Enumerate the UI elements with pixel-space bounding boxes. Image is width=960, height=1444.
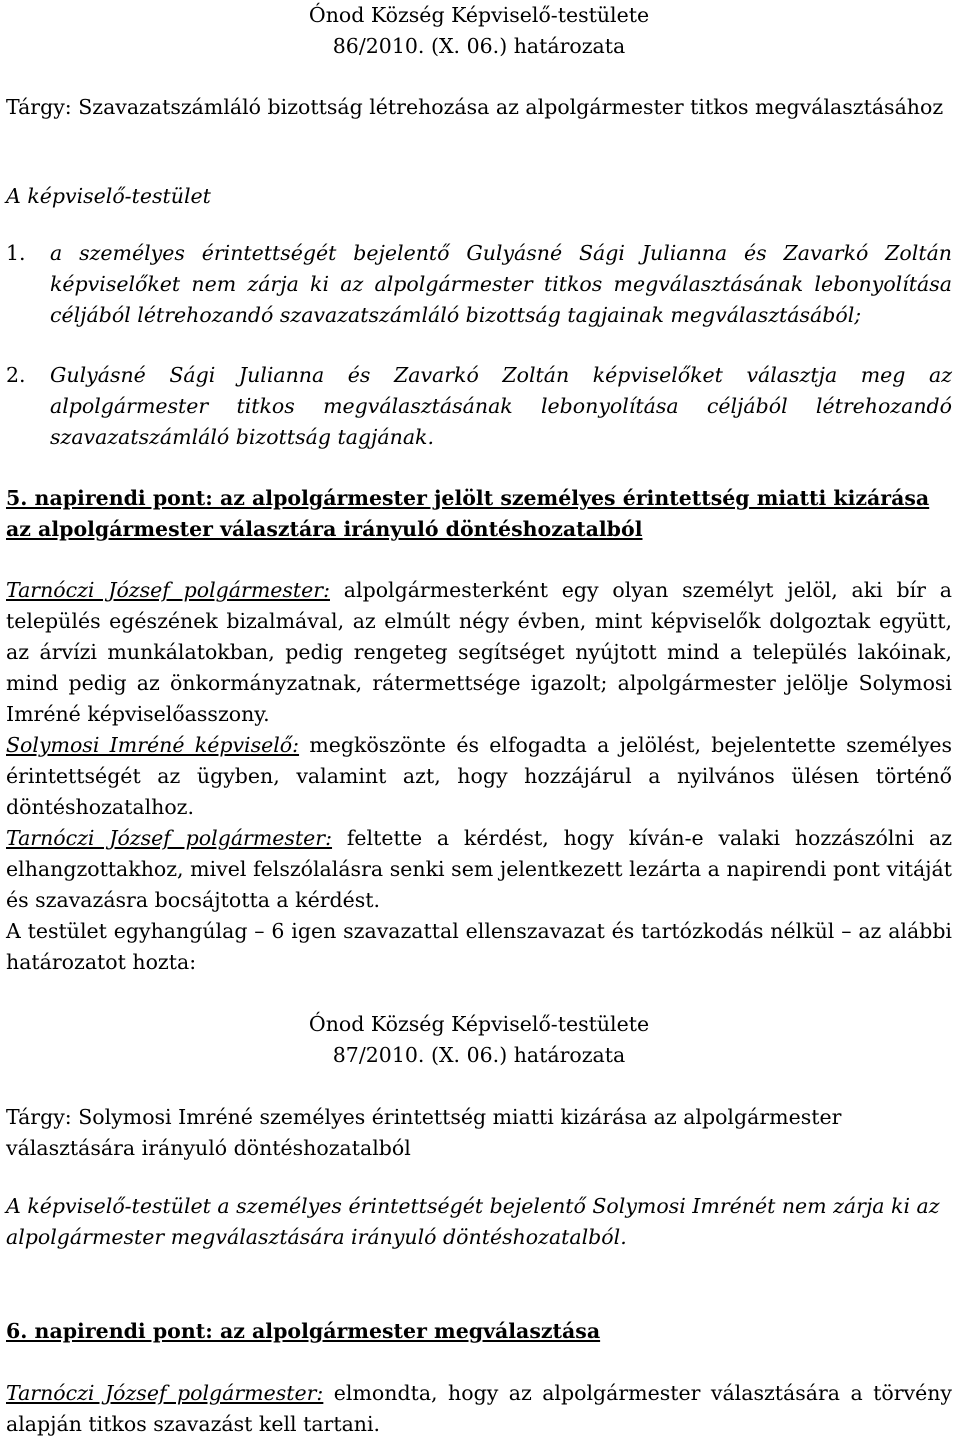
speaker-name: Solymosi Imréné képviselő: — [6, 733, 300, 757]
agenda-5-heading: 5. napirendi pont: az alpolgármester jelölt személyes érintettség miatti kizárása az alpolgármester választára irányuló döntéshozatalból — [6, 486, 930, 541]
resolution-87-header-line2: 87/2010. (X. 06.) határozata — [332, 1043, 626, 1067]
agenda-5-paragraph-4: A testület egyhangúlag – 6 igen szavazattal ellenszavazat és tartózkodás nélkül – az alábbi határozatot hozta: — [6, 919, 952, 974]
agenda-6-paragraph-1 — [6, 1378, 952, 1440]
resolution-87-subject: Tárgy: Solymosi Imréné személyes érintettség miatti kizárása az alpolgármester választására irányuló döntéshozatalból — [6, 1105, 842, 1160]
agenda-5-paragraph-1 — [6, 575, 952, 730]
resolution-86-header-line1: Ónod Község Képviselő-testülete — [308, 3, 650, 27]
paragraph-text: megköszönte és elfogadta a jelölést, bejelentette személyes érintettségét az ügyben, valamint azt, hogy hozzájárul a nyilvános ülésen történő döntéshozatalhoz. — [6, 733, 952, 819]
paragraph-text: elmondta, hogy az alpolgármester választására a törvény alapján titkos szavazást kell tartani. — [6, 1381, 953, 1436]
paragraph-text: feltette a kérdést, hogy kíván-e valaki hozzászólni az elhangzottakhoz, mivel felszólalásra senki sem jelentkezett lezárta a napirendi pont vitáját és szavazásra bocsájtotta a kérdést. — [6, 826, 953, 912]
resolution-86-item-2 — [6, 360, 952, 453]
resolution-87-body: A képviselő-testület a személyes érintettségét bejelentő Solymosi Imrénét nem zárja ki az alpolgármester megválasztására irányuló döntéshozatalból. — [6, 1194, 940, 1249]
agenda-5-paragraph-3 — [6, 823, 952, 916]
resolution-86-item-1 — [6, 238, 952, 331]
item-text: Gulyásné Sági Julianna és Zavarkó Zoltán képviselőket választja meg az alpolgármester titkos megválasztásának lebonyolítása céljából létrehozandó szavazatszámláló bizottság tagjának. — [50, 363, 952, 449]
item-number: 1. — [6, 241, 26, 265]
resolution-87-header-line1: Ónod Község Képviselő-testülete — [308, 1012, 650, 1036]
speaker-name: Tarnóczi József polgármester: — [6, 826, 333, 850]
item-number: 2. — [6, 363, 26, 387]
speaker-name: Tarnóczi József polgármester: — [6, 1381, 324, 1405]
speaker-name: Tarnóczi József polgármester: — [6, 578, 330, 602]
resolution-86-intro: A képviselő-testület — [6, 184, 211, 208]
resolution-86-header-line2: 86/2010. (X. 06.) határozata — [332, 34, 626, 58]
agenda-5-paragraph-2 — [6, 730, 952, 823]
agenda-6-heading: 6. napirendi pont: az alpolgármester megválasztása — [6, 1319, 601, 1343]
resolution-86-subject: Tárgy: Szavazatszámláló bizottság létrehozása az alpolgármester titkos megválasztásához — [6, 95, 944, 119]
item-text: a személyes érintettségét bejelentő Gulyásné Sági Julianna és Zavarkó Zoltán képviselőket nem zárja ki az alpolgármester titkos megválasztásának lebonyolítása céljából létrehozandó szavazatszámláló bizottság tagjainak megválasztásából; — [50, 241, 952, 327]
paragraph-text: alpolgármesterként egy olyan személyt jelöl, aki bír a település egészének bizalmával, az elmúlt négy évben, mint képviselők dolgoztak együtt, az árvízi munkálatokban, pedig rengeteg segítséget nyújtott mind a település lakóinak, mind pedig az önkormányzatnak, rátermettsége igazolt; alpolgármester jelölje Solymosi Imréné képviselőasszony. — [6, 578, 952, 726]
